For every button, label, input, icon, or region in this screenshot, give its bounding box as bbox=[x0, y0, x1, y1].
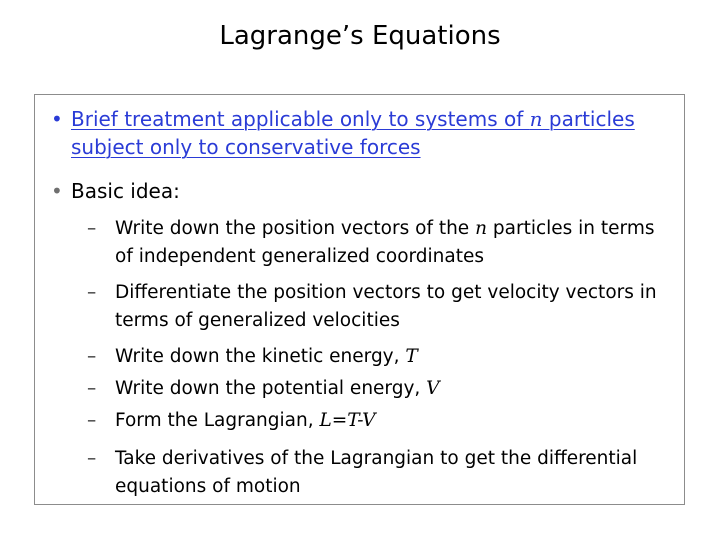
dash-marker: – bbox=[87, 410, 97, 431]
sub-bullet-5 bbox=[87, 407, 667, 435]
dash-marker: – bbox=[87, 448, 97, 469]
sub-bullet-6 bbox=[87, 445, 667, 501]
bullet-dot: • bbox=[51, 179, 63, 203]
bullet-dot: • bbox=[51, 107, 63, 131]
sub-bullet-text: Write down the kinetic energy, T bbox=[115, 346, 418, 367]
sub-bullet-4 bbox=[87, 375, 667, 403]
dash-marker: – bbox=[87, 282, 97, 303]
sub-bullet-text: Write down the position vectors of the n particles in terms of independent generalized coordinates bbox=[115, 218, 655, 267]
bullet-item-2 bbox=[51, 177, 661, 205]
bullet-link-text[interactable]: Brief treatment applicable only to systems of n particles subject only to conservative forces bbox=[71, 107, 635, 159]
sub-bullet-text: Write down the potential energy, V bbox=[115, 378, 440, 399]
sub-bullet-3 bbox=[87, 343, 667, 371]
content-box bbox=[34, 94, 685, 505]
sub-bullet-text: Differentiate the position vectors to get velocity vectors in terms of generalized velocities bbox=[115, 282, 657, 331]
sub-bullet-1 bbox=[87, 215, 667, 271]
dash-marker: – bbox=[87, 346, 97, 367]
bullet-item-1[interactable] bbox=[51, 105, 661, 161]
sub-bullet-2 bbox=[87, 279, 667, 335]
bullet-text: Basic idea: bbox=[71, 179, 180, 203]
dash-marker: – bbox=[87, 378, 97, 399]
dash-marker: – bbox=[87, 218, 97, 239]
sub-bullet-text: Take derivatives of the Lagrangian to get the differential equations of motion bbox=[115, 448, 638, 497]
slide-title: Lagrange’s Equations bbox=[219, 21, 501, 51]
sub-bullet-text: Form the Lagrangian, L=T-V bbox=[115, 410, 376, 431]
